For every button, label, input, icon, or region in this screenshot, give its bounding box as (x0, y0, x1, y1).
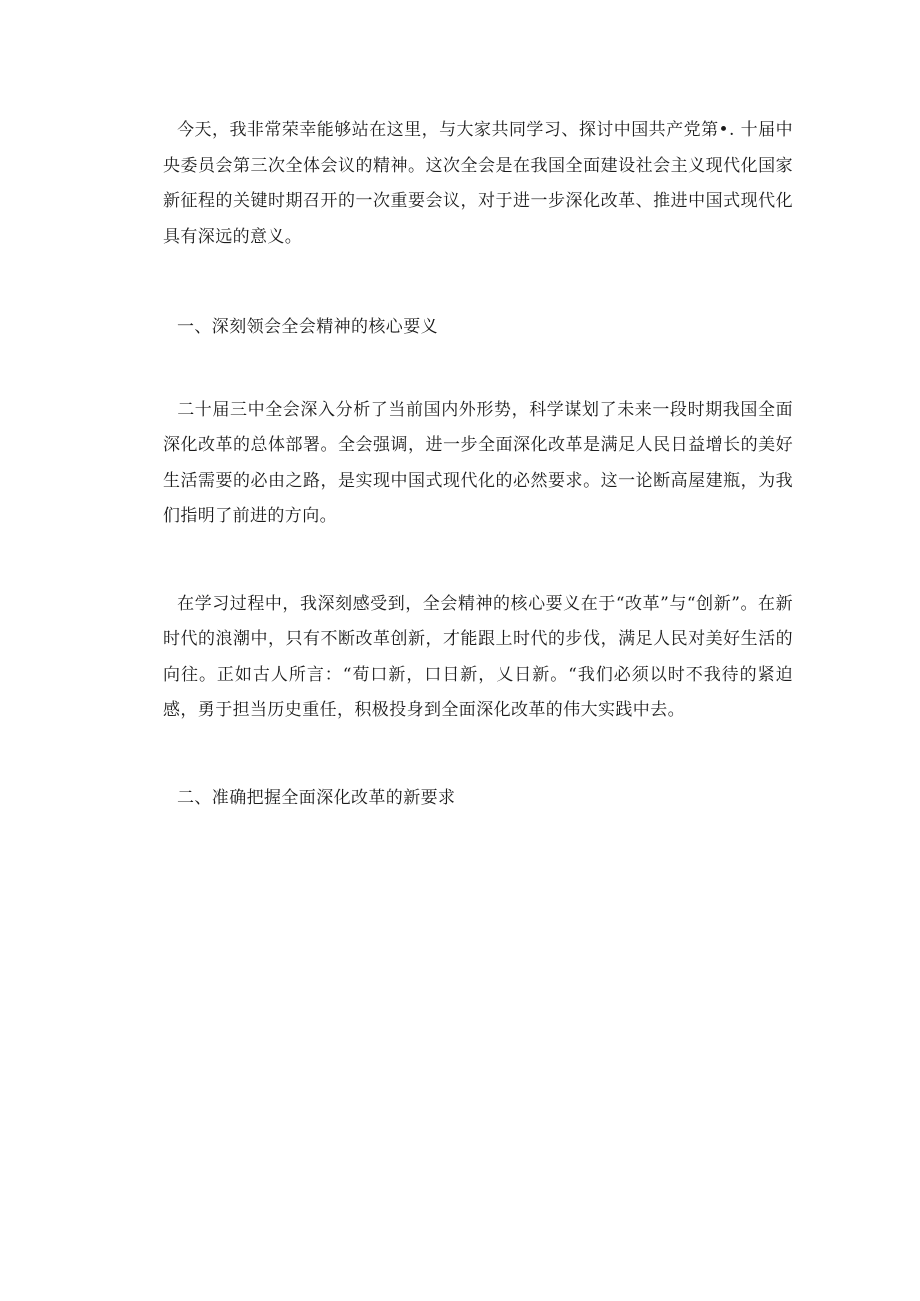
body-paragraph-2 (163, 587, 793, 729)
section-heading-1-text: 一、深刻领会全会精神的核心要义 (177, 317, 438, 337)
section-heading-2 (163, 781, 793, 817)
body-paragraph-1 (163, 393, 793, 535)
body-paragraph-1-text: 二十届三中全会深入分析了当前国内外形势，科学谋划了未来一段时期我国全面深化改革的总体部署。全会强调，进一步全面深化改革是满足人民日益增长的美好生活需要的必由之路，是实现中国式现代化的必然要求。这一论断高屋建瓶，为我们指明了前进的方向。 (163, 399, 793, 526)
document-body (163, 113, 793, 816)
body-paragraph-2-text: 在学习过程中，我深刻感受到，全会精神的核心要义在于“改革”与“创新”。在新时代的浪潮中，只有不断改革创新，才能跟上时代的步伐，满足人民对美好生活的向往。正如古人所言：“荀口新，口日新，乂日新。“我们必须以时不我待的紧迫感，勇于担当历史重任，积极投身到全面深化改革的伟大实践中去。 (163, 593, 793, 720)
intro-paragraph-text: 今天，我非常荣幸能够站在这里，与大家共同学习、探讨中国共产党第•. 十届中央委员会第三次全体会议的精神。这次全会是在我国全面建设社会主义现代化国家新征程的关键时期召开的一次重要会议，对于进一步深化改革、推进中国式现代化具有深远的意义。 (163, 120, 793, 247)
section-heading-2-text: 二、准确把握全面深化改革的新要求 (177, 787, 456, 808)
section-heading-1 (163, 310, 793, 346)
intro-paragraph (163, 113, 793, 255)
